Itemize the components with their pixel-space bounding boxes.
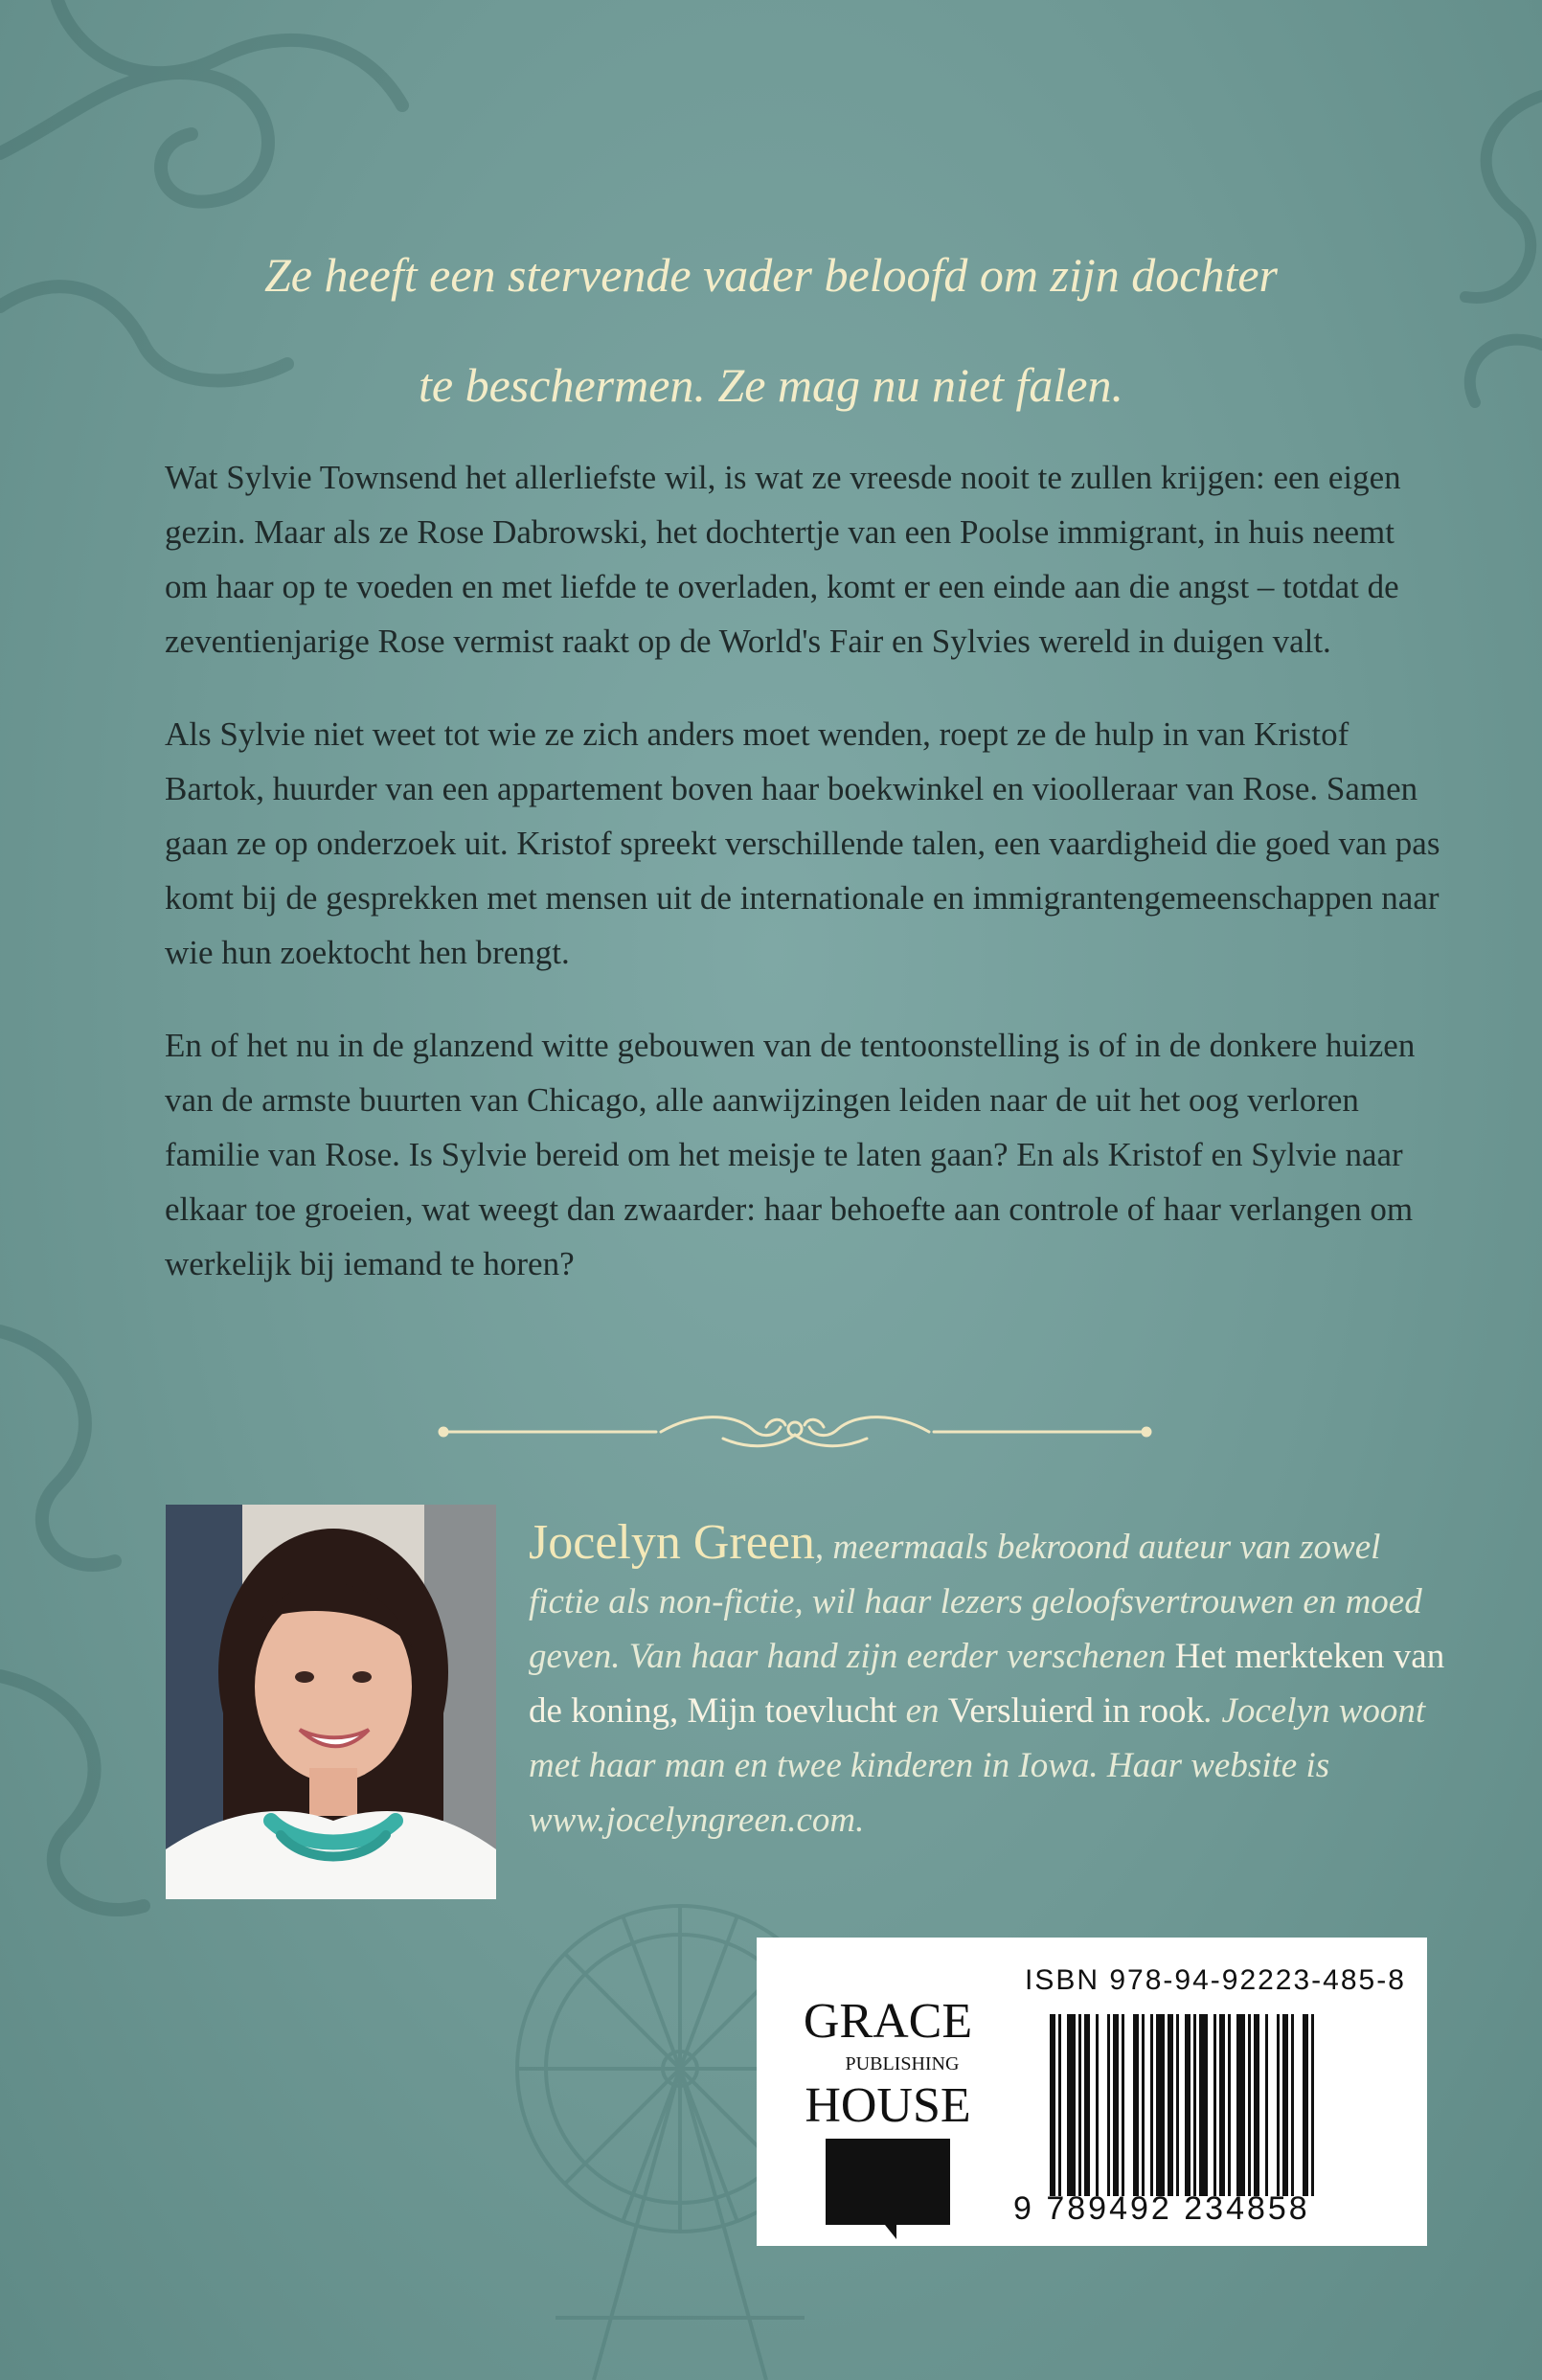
bio-separator: , [669,1691,688,1731]
blurb-paragraph-3: En of het nu in de glanzend witte gebouwen van de tentoonstelling is of in de donkere huizen van de armste buurten van Chicago, alle aanwijzingen leiden naar de uit het oog verloren familie van Rose. Is Sylvie bereid om het meisje te laten gaan? En als Kristof en Sylvie naar elkaar toe groeien, wat weegt dan zwaarder: haar behoefte aan controle of haar verlangen om werkelijk bij iemand te horen? [165,1027,1416,1282]
bio-text-2: . Jocelyn woont met haar man en twee kinderen in Iowa. Haar website is www.jocelyngreen.com. [529,1691,1426,1840]
decorative-divider [436,1408,1154,1456]
blurb-paragraph-1: Wat Sylvie Townsend het allerliefste wil, is wat ze vreesde nooit te zullen krijgen: een eigen gezin. Maar als ze Rose Dabrowski, het dochtertje van een Poolse immigrant, in huis neemt om haar op te voeden en met liefde te overladen, komt er een einde aan die angst – totdat de zeventienjarige Rose vermist raakt op de World's Fair en Sylvies wereld in duigen valt. [165,459,1401,660]
publisher-logo-line-2: PUBLISHING [845,2053,960,2074]
tagline [144,220,1398,441]
floral-ornament-left [0,1293,192,1963]
author-bio [529,1515,1448,1847]
isbn-label: ISBN 978-94-92223-485-8 [1025,1964,1406,1996]
barcode-digits: 9 789492 234858 [1013,2190,1310,2227]
bio-text-1: , meermaals bekroond auteur van zowel fictie als non-fictie, wil haar lezers geloofsvertrouwen en moed geven. Van haar hand zijn eerder verschenen [529,1528,1422,1676]
book-title-2: Mijn toevlucht [687,1691,897,1731]
author-name: Jocelyn Green [529,1515,815,1570]
barcode [1050,2014,1414,2196]
publisher-logo [803,1968,973,2241]
barcode-panel [757,1938,1427,2246]
book-title-3: Versluierd in rook [947,1691,1204,1731]
bio-conjunction: en [896,1691,948,1731]
blurb-paragraph-2: Als Sylvie niet weet tot wie ze zich anders moet wenden, roept ze de hulp in van Kristof Bartok, huurder van een appartement boven haar boekwinkel en vioolleraar van Rose. Samen gaan ze op onderzoek uit. Kristof spreekt verschillende talen, een vaardigheid die goed van pas komt bij de gesprekken met mensen uit de internationale en immigrantengemeenschappen naar wie hun zoektocht hen brengt. [165,715,1440,971]
publisher-logo-line-1: GRACE [803,1994,973,2049]
book-blurb [165,450,1443,1329]
tagline-line-2: te beschermen. Ze mag nu niet falen. [419,358,1123,412]
publisher-logo-line-3: HOUSE [805,2078,971,2133]
author-photo [166,1505,496,1899]
book-title-1: Het merkteken van de koning [529,1637,1445,1731]
tagline-line-1: Ze heeft een stervende vader beloofd om zijn dochter [263,248,1279,302]
